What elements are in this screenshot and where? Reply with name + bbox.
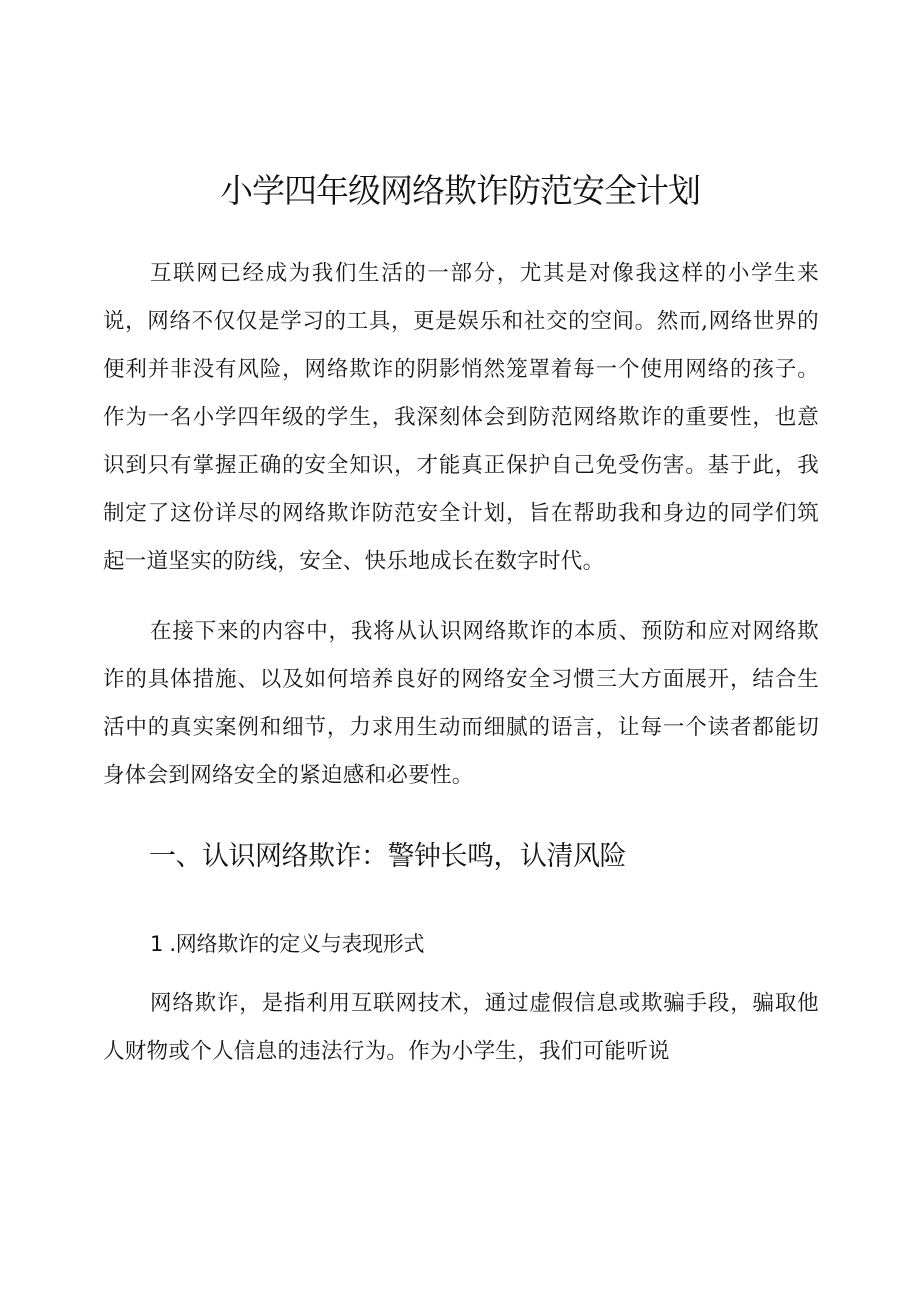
document-title: 小学四年级网络欺诈防范安全计划 <box>220 171 700 210</box>
section-paragraph: 网络欺诈，是指利用互联网技术，通过虚假信息或欺骗手段，骗取他人财物或个人信息的违法行为。作为小学生，我们可能听说 <box>103 991 819 1064</box>
section-heading: 一、认识网络欺诈：警钟长鸣，认清风险 <box>149 841 626 872</box>
intro-paragraph-2: 在接下来的内容中，我将从认识网络欺诈的本质、预防和应对网络欺诈的具体措施、以及如何培养良好的网络安全习惯三大方面展开，结合生活中的真实案例和细节，力求用生动而细腻的语言，让每一个读者都能切身体会到网络安全的紧迫感和必要性。 <box>103 619 819 788</box>
subsection-heading: 1 .网络欺诈的定义与表现形式 <box>150 932 425 956</box>
intro-paragraph-1: 互联网已经成为我们生活的一部分，尤其是对像我这样的小学生来说，网络不仅仅是学习的工具，更是娱乐和社交的空间。然而,网络世界的便利并非没有风险，网络欺诈的阴影悄然笼罩着每一个使用网络的孩子。作为一名小学四年级的学生，我深刻体会到防范网络欺诈的重要性，也意识到只有掌握正确的安全知识，才能真正保护自己免受伤害。基于此，我制定了这份详尽的网络欺诈防范安全计划，旨在帮助我和身边的同学们筑起一道坚实的防线，安全、快乐地成长在数字时代。 <box>103 261 819 574</box>
